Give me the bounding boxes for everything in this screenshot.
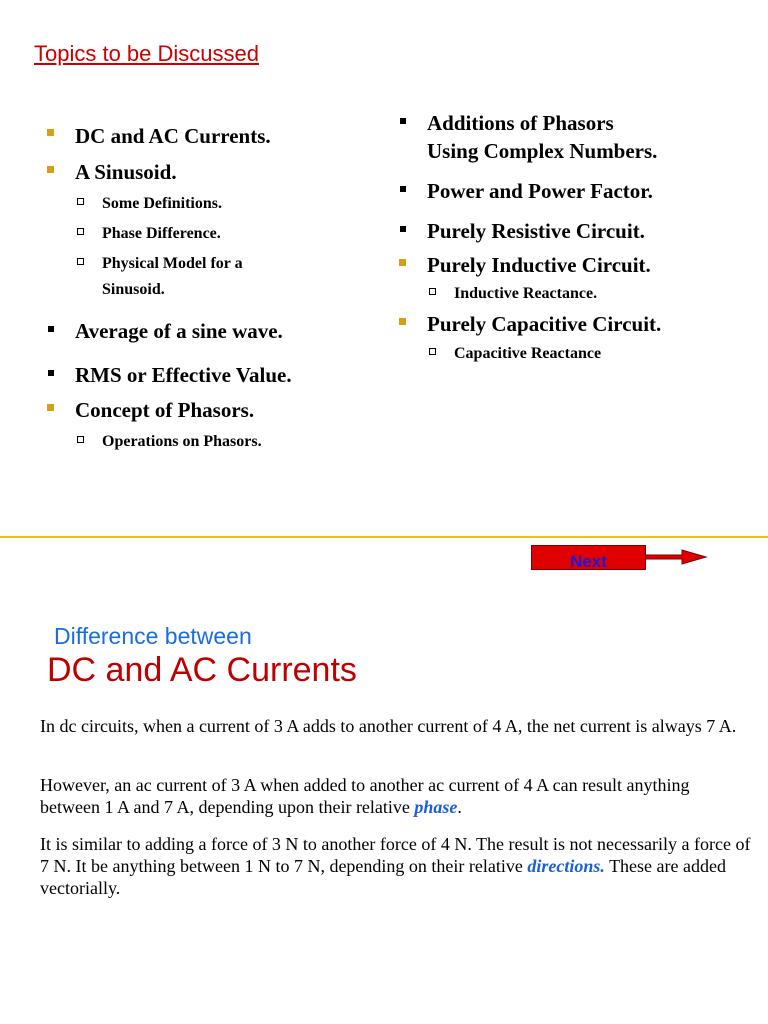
- square-bullet-icon: [77, 258, 84, 265]
- paragraph-force-end: These are added vectorially.: [40, 856, 726, 898]
- subtopic-inductive-reactance: Inductive Reactance.: [454, 285, 598, 302]
- square-bullet-icon: [77, 436, 84, 443]
- square-bullet-icon: [429, 288, 436, 295]
- subtopic-some-definitions: Some Definitions.: [102, 195, 222, 212]
- paragraph-force-text: It is similar to adding a force of 3 N to another force of 4 N. The result is not necessarily a force of 7 N. It be anything between 1 N to 7 N, depending on their relative: [40, 834, 751, 876]
- topic-dc-ac: DC and AC Currents.: [75, 124, 271, 148]
- arrow-right-icon[interactable]: [646, 548, 708, 566]
- topic-resistive: Purely Resistive Circuit.: [427, 219, 645, 243]
- gold-bullet-icon: [399, 318, 406, 325]
- slide-subtitle: Difference between: [54, 623, 252, 649]
- subtopic-physical-model-cont: Sinusoid.: [102, 281, 165, 298]
- topics-title: Topics to be Discussed: [34, 41, 259, 66]
- topic-phasors: Concept of Phasors.: [75, 398, 255, 422]
- next-button[interactable]: Next: [531, 545, 646, 570]
- topic-sinusoid: A Sinusoid.: [75, 160, 177, 184]
- topic-average: Average of a sine wave.: [75, 319, 283, 343]
- topic-inductive: Purely Inductive Circuit.: [427, 253, 651, 277]
- subtopic-phase-difference: Phase Difference.: [102, 225, 221, 242]
- subtopic-capacitive-reactance: Capacitive Reactance: [454, 345, 602, 362]
- slide-title: DC and AC Currents: [47, 651, 357, 689]
- page-divider: [0, 536, 768, 538]
- emphasis-phase: phase: [414, 797, 458, 817]
- topic-capacitive: Purely Capacitive Circuit.: [427, 312, 662, 336]
- square-bullet-icon: [429, 348, 436, 355]
- black-bullet-icon: [48, 370, 54, 376]
- paragraph-force: [40, 833, 752, 899]
- paragraph-ac-end: .: [457, 797, 462, 817]
- gold-bullet-icon: [47, 166, 54, 173]
- topic-additions-cont: Using Complex Numbers.: [427, 139, 658, 163]
- subtopic-physical-model: Physical Model for a: [102, 255, 243, 272]
- topic-power: Power and Power Factor.: [427, 179, 653, 203]
- black-bullet-icon: [400, 186, 406, 192]
- paragraph-dc: In dc circuits, when a current of 3 A adds to another current of 4 A, the net current is always 7 A.: [40, 716, 737, 736]
- topic-rms: RMS or Effective Value.: [75, 363, 292, 387]
- gold-bullet-icon: [47, 129, 54, 136]
- black-bullet-icon: [400, 226, 406, 232]
- paragraph-ac-text: However, an ac current of 3 A when added to another ac current of 4 A can result anything between 1 A and 7 A, depending upon their relative: [40, 775, 690, 817]
- topic-additions: Additions of Phasors: [427, 111, 614, 135]
- gold-bullet-icon: [399, 259, 406, 266]
- paragraph-ac: [40, 774, 752, 818]
- gold-bullet-icon: [47, 404, 54, 411]
- square-bullet-icon: [77, 228, 84, 235]
- black-bullet-icon: [48, 326, 54, 332]
- black-bullet-icon: [400, 118, 406, 124]
- emphasis-directions: directions.: [527, 856, 605, 876]
- subtopic-operations: Operations on Phasors.: [102, 433, 262, 450]
- square-bullet-icon: [77, 198, 84, 205]
